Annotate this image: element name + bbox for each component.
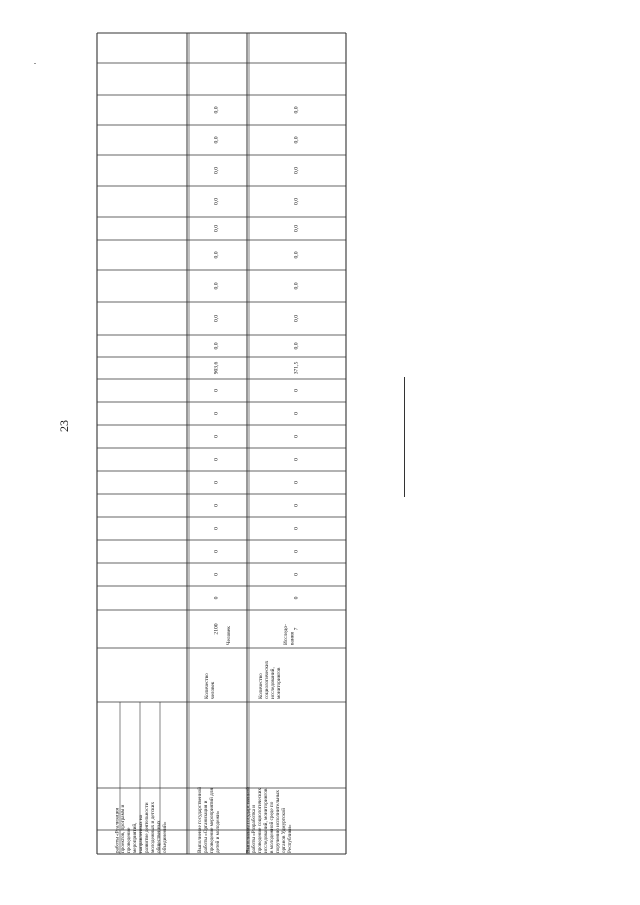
table-grid (97, 33, 346, 854)
value-cell-line: 0 (293, 550, 300, 553)
value-cell-line: 2100 (213, 623, 220, 635)
value-cell-line: 0,0 (213, 136, 220, 144)
row-description-line: проведение социологических (257, 787, 264, 853)
value-cell (213, 504, 219, 507)
value-cell-line: 0 (293, 435, 300, 438)
row-unit-line: Исследо- (283, 624, 290, 645)
row-description-line: в молодежной среде по (269, 801, 276, 853)
value-cell (213, 198, 219, 205)
value-cell-line: 0,0 (293, 106, 300, 114)
value-cell-line: 0 (293, 458, 300, 461)
value-cell (293, 225, 299, 232)
value-cell (213, 342, 219, 349)
row-description-line: Республики» (287, 824, 294, 853)
row-indicator-line: Количество (204, 673, 211, 699)
value-cell (213, 251, 219, 258)
value-cell (293, 315, 299, 322)
value-cell-line: 0,0 (213, 282, 220, 290)
value-cell (293, 362, 299, 375)
row-unit-line: вания (289, 631, 296, 645)
row-label-continued-line: проектов, программ и (120, 804, 127, 853)
row-description-line: проведение мероприятий для (209, 788, 216, 853)
value-cell (293, 106, 299, 113)
value-cell (213, 573, 219, 576)
value-cell-line: 0,0 (293, 136, 300, 144)
row-indicator-line: мониторингов (276, 667, 283, 699)
value-cell-line: 0 (213, 550, 220, 553)
row-label-continued-line: направленных на (138, 815, 145, 853)
value-cell (213, 106, 219, 113)
value-cell (293, 136, 299, 143)
value-cell (213, 481, 219, 484)
value-cell (293, 527, 299, 530)
value-cell (213, 362, 219, 375)
row-unit (283, 624, 295, 645)
value-cell-line: 0 (213, 435, 220, 438)
value-cell (213, 623, 219, 634)
row-description-line: поручению исполнительных (275, 789, 282, 853)
value-cell (213, 225, 219, 232)
value-cell (293, 627, 299, 630)
row-description (196, 787, 221, 853)
value-cell (293, 282, 299, 289)
row-indicator-line: исследований, (270, 667, 277, 699)
value-cell (213, 136, 219, 143)
value-cell-line: 0 (293, 504, 300, 507)
value-cell-line: 0,0 (213, 167, 220, 174)
value-cell-line: 0 (213, 412, 220, 415)
value-cell-line: 0,0 (213, 315, 220, 322)
value-cell-line: 0 (213, 481, 220, 484)
value-cell-line: 0,0 (213, 225, 220, 232)
row-description-line: работы «Разработка и (251, 804, 258, 853)
value-cell-line: 0 (213, 527, 220, 530)
value-cell (293, 412, 299, 415)
row-unit-line: Человек (226, 626, 233, 645)
row-label-continued-line: мероприятий, (132, 822, 139, 853)
value-cell-line: 0 (213, 504, 220, 507)
value-cell-line: 0,0 (293, 167, 300, 174)
row-description-line: Выполнение государственной (245, 786, 252, 853)
value-cell-line: 0,0 (213, 106, 220, 114)
value-cell (293, 251, 299, 258)
value-cell-line: 0 (293, 527, 300, 530)
value-cell-line: 0,0 (293, 315, 300, 322)
row-description (244, 787, 293, 853)
value-cell (293, 167, 299, 174)
value-cell (213, 435, 219, 438)
row-unit (226, 626, 232, 645)
value-cell-line: 0 (213, 389, 220, 392)
row-description-line: органов Удмуртской (281, 808, 288, 853)
row-indicator (204, 673, 216, 699)
value-cell (213, 458, 219, 461)
row-indicator-line: человек (210, 681, 217, 699)
value-cell-line: 0,0 (293, 251, 300, 259)
row-indicator-line: социологических (264, 660, 271, 699)
value-cell-line: 0,0 (293, 198, 300, 205)
value-cell-line: 0 (293, 412, 300, 415)
row-description-line: работы «Организация и (203, 800, 210, 853)
value-cell (213, 412, 219, 415)
row-description-line: детей и молодежи» (215, 810, 222, 853)
value-cell (213, 596, 219, 599)
value-cell-line: 0 (293, 596, 300, 600)
value-cell (213, 550, 219, 553)
value-cell-line: 0 (293, 481, 300, 484)
value-cell-line: 0 (213, 573, 220, 576)
value-cell-line: 0 (213, 596, 220, 600)
value-cell-line: 0,0 (213, 342, 220, 350)
row-indicator-line: Количество (258, 673, 265, 699)
row-description-line: Выполнение государственной (197, 786, 204, 853)
value-cell (293, 389, 299, 392)
value-cell (293, 504, 299, 507)
value-cell-line: 0,0 (293, 282, 300, 290)
row-label-continued-line: молодежных и детских (150, 801, 157, 853)
value-cell-line: 0 (293, 389, 300, 392)
value-cell (213, 167, 219, 174)
value-cell-line: 0 (293, 573, 300, 576)
value-cell-line: 903,6 (213, 361, 220, 375)
value-cell-line: 0,0 (293, 225, 300, 232)
value-cell-line: 371,5 (293, 361, 300, 375)
page-number: 23 (57, 420, 71, 432)
value-cell-line: 0,0 (213, 251, 220, 259)
value-cell (293, 342, 299, 349)
value-cell (213, 282, 219, 289)
row-label-continued-line: объединений» (162, 821, 169, 853)
value-cell (293, 458, 299, 461)
value-cell-line: 0,0 (293, 342, 300, 350)
value-cell (213, 527, 219, 530)
value-cell (293, 198, 299, 205)
value-cell (293, 435, 299, 438)
row-label-continued-line: общественных (156, 820, 163, 853)
value-cell (293, 596, 299, 599)
value-cell (213, 315, 219, 322)
value-cell (293, 573, 299, 576)
value-cell-line: 0,0 (213, 198, 220, 205)
row-label-continued-line: развитие деятельности (144, 802, 151, 853)
row-indicator (258, 660, 282, 699)
table-text (113, 106, 299, 853)
row-description-line: исследований, мониторингов (263, 788, 270, 853)
value-cell-line: 7 (293, 627, 300, 631)
value-cell (213, 389, 219, 392)
value-cell (293, 550, 299, 553)
value-cell-line: 0 (213, 458, 220, 461)
row-label-continued-line: проведение (126, 827, 133, 853)
value-cell (293, 481, 299, 484)
row-label-continued-line: работы «Реализация (114, 808, 121, 853)
